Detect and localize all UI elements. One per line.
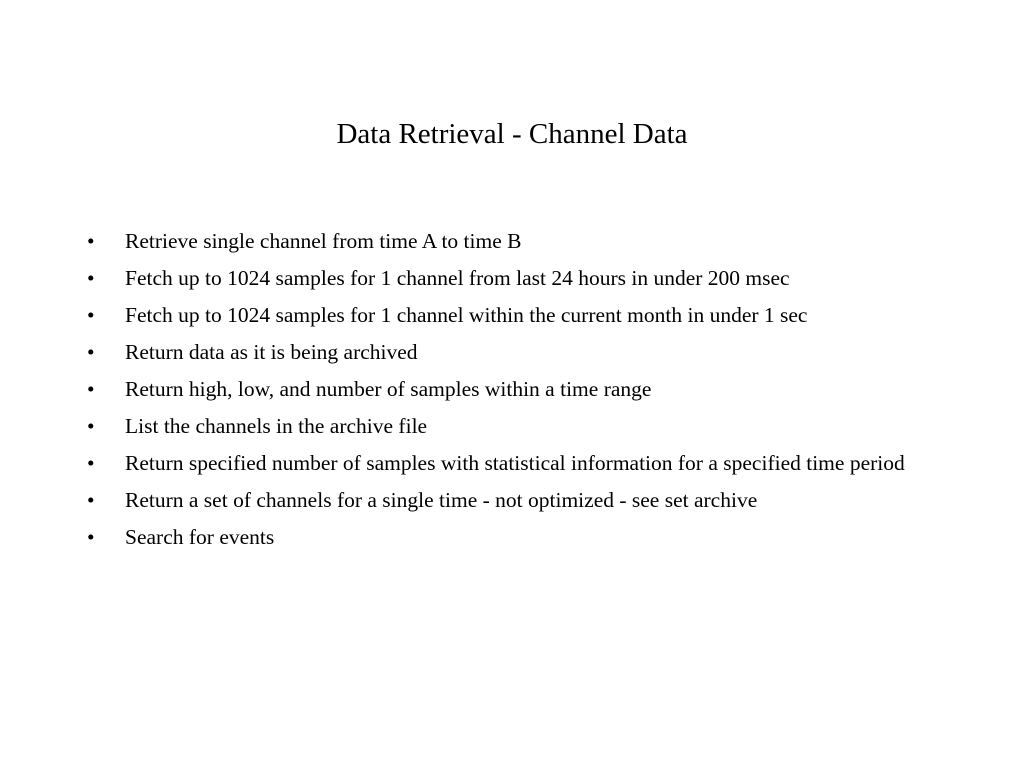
- bullet-item: [84, 411, 954, 442]
- bullet-icon: •: [87, 229, 95, 253]
- bullet-list: [84, 226, 954, 559]
- bullet-item: [84, 485, 954, 516]
- bullet-icon: •: [87, 451, 95, 475]
- bullet-text: List the channels in the archive file: [125, 414, 428, 438]
- bullet-text: Return data as it is being archived: [125, 340, 418, 364]
- bullet-text: Return a set of channels for a single time - not optimized - see set archive: [125, 488, 758, 512]
- slide-title: Data Retrieval - Channel Data: [336, 118, 688, 150]
- bullet-icon: •: [87, 377, 95, 401]
- bullet-item: [84, 448, 954, 479]
- bullet-item: [84, 226, 954, 257]
- bullet-icon: •: [87, 303, 95, 327]
- bullet-text: Return high, low, and number of samples within a time range: [125, 377, 652, 401]
- bullet-item: [84, 522, 954, 553]
- bullet-text: Search for events: [125, 525, 275, 549]
- bullet-icon: •: [87, 414, 95, 438]
- bullet-text: Return specified number of samples with statistical information for a specified time period: [125, 451, 905, 475]
- bullet-text: Retrieve single channel from time A to time B: [125, 229, 522, 253]
- bullet-item: [84, 374, 954, 405]
- bullet-icon: •: [87, 525, 95, 549]
- bullet-text: Fetch up to 1024 samples for 1 channel from last 24 hours in under 200 msec: [125, 266, 790, 290]
- bullet-text: Fetch up to 1024 samples for 1 channel within the current month in under 1 sec: [125, 303, 808, 327]
- bullet-item: [84, 300, 954, 331]
- bullet-item: [84, 263, 954, 294]
- bullet-icon: •: [87, 340, 95, 364]
- bullet-item: [84, 337, 954, 368]
- bullet-icon: •: [87, 488, 95, 512]
- bullet-icon: •: [87, 266, 95, 290]
